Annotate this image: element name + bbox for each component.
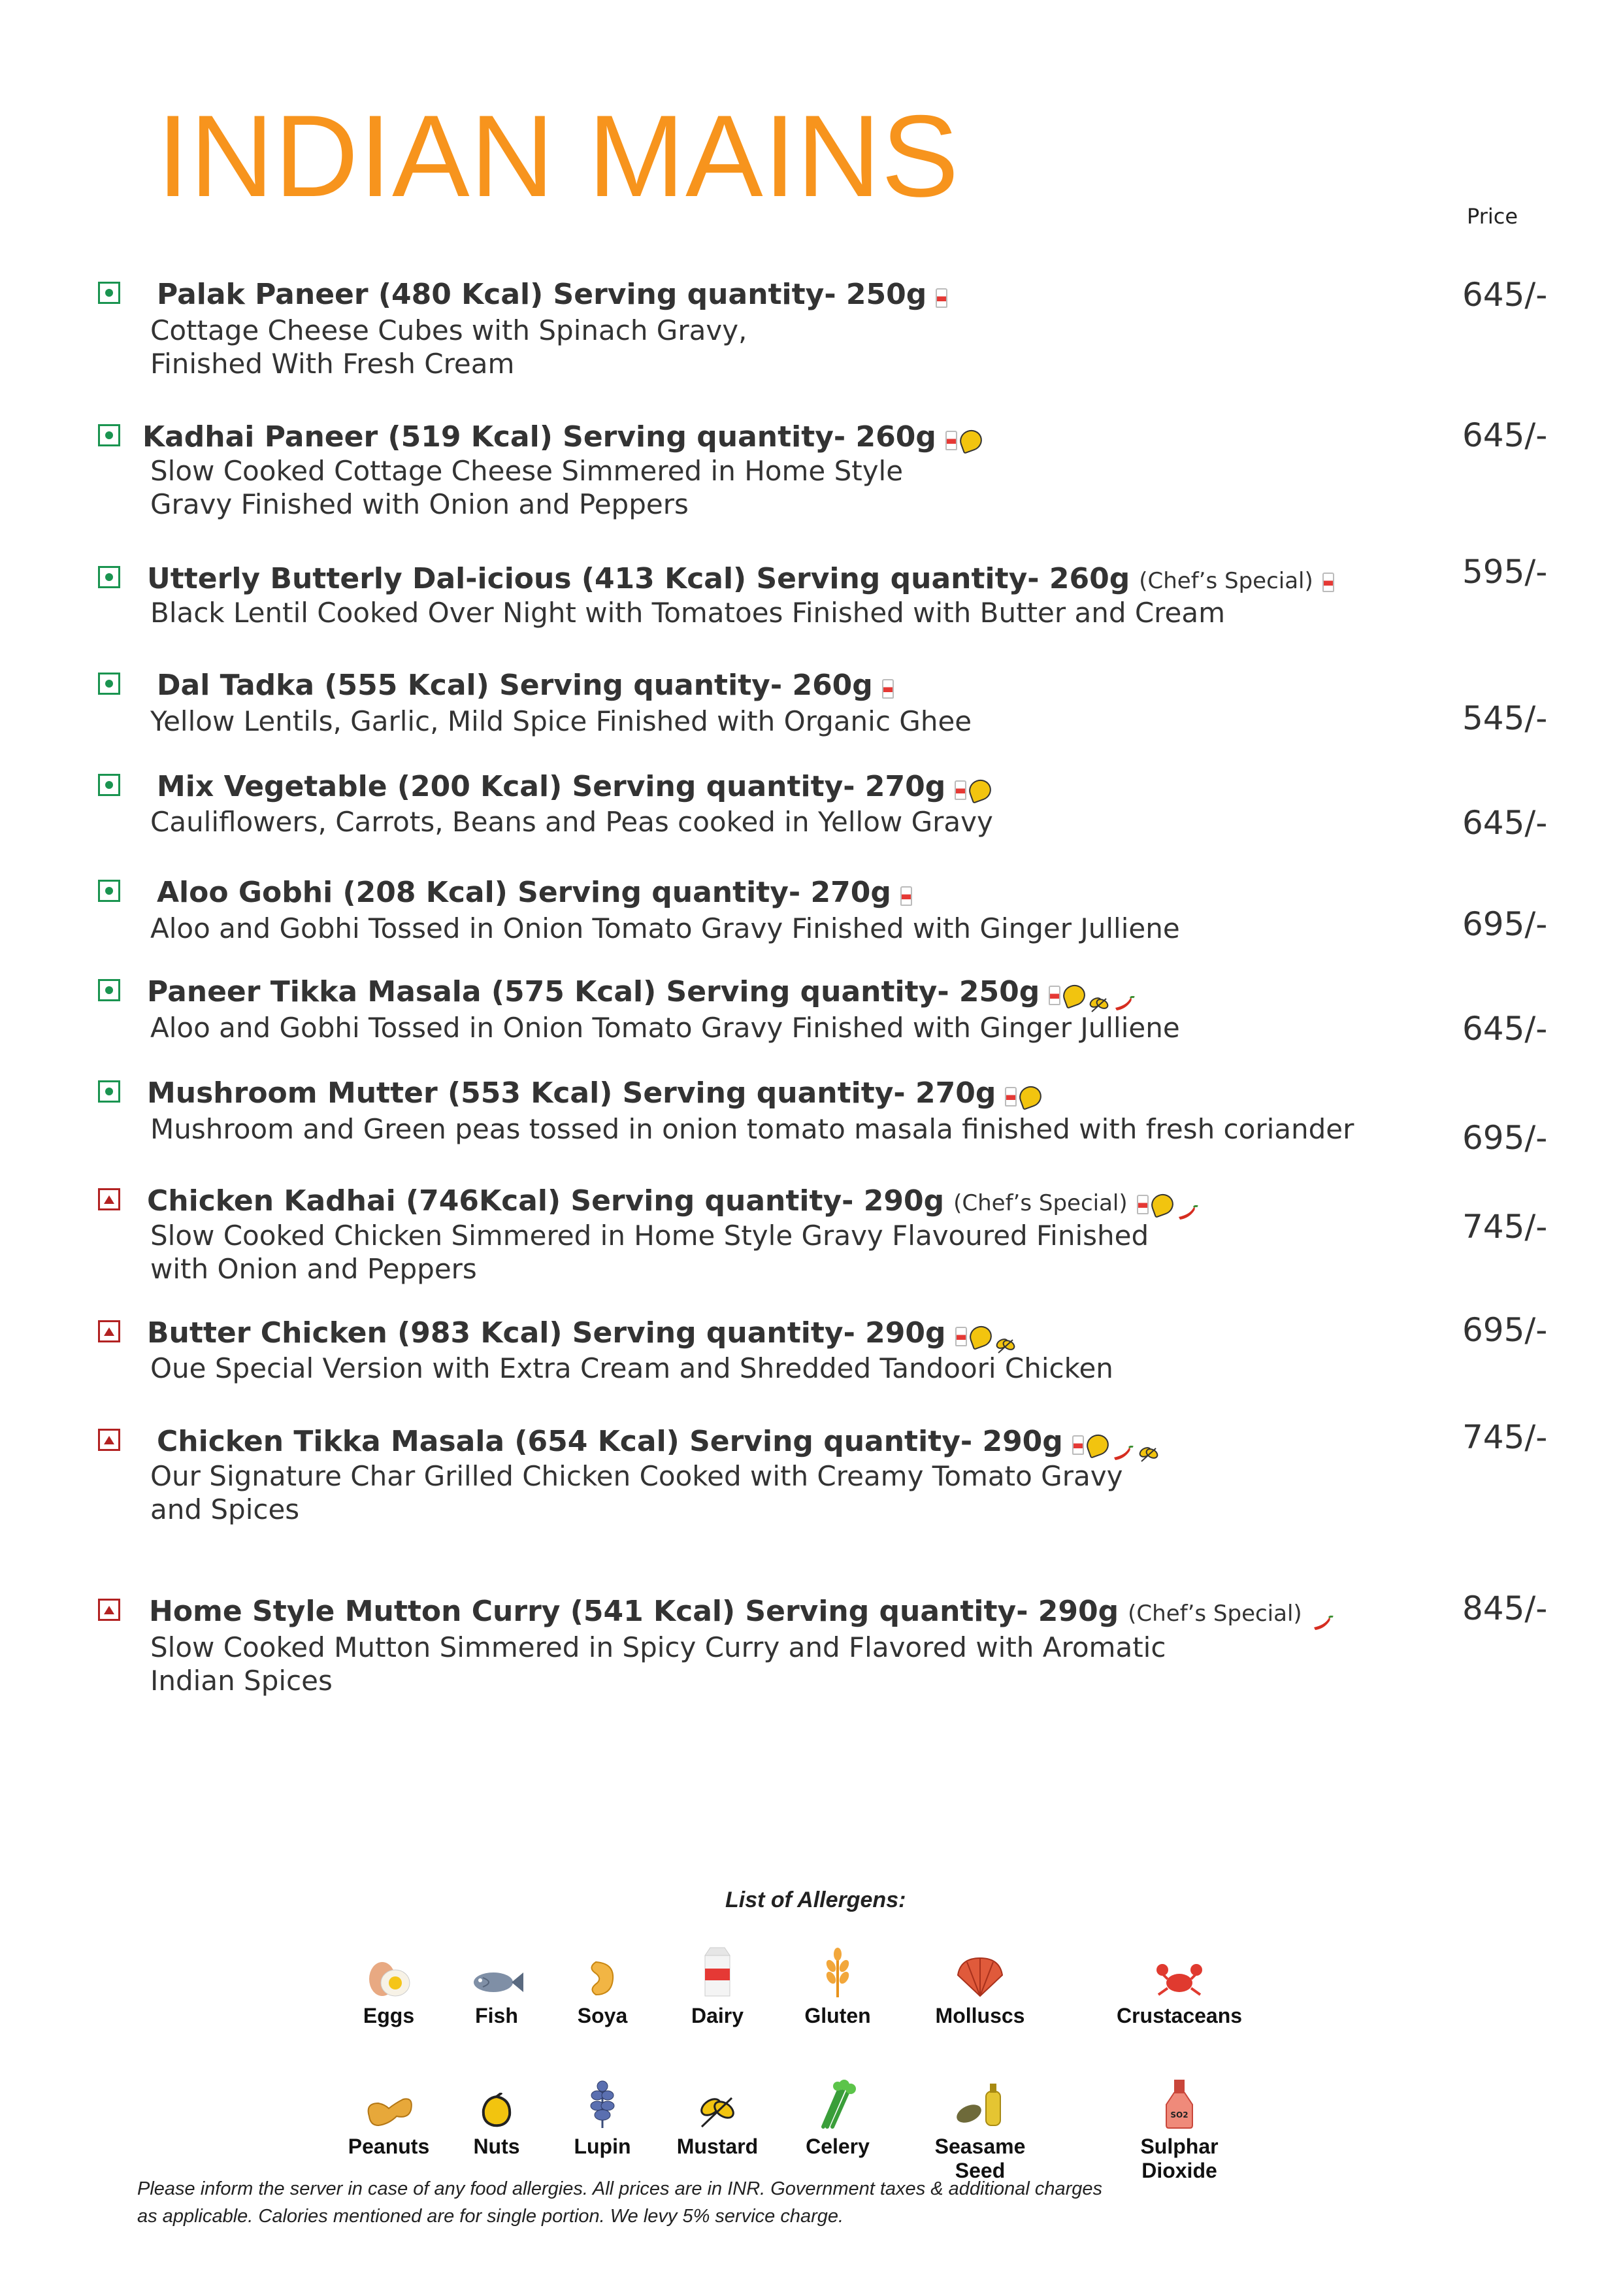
allergen-label: Lupin <box>574 2135 631 2158</box>
mustard-icon <box>1138 1437 1160 1454</box>
description-line: Finished With Fresh Cream <box>150 348 515 380</box>
soya-icon <box>537 1946 668 1999</box>
dairy-icon <box>955 1327 967 1346</box>
sesame-seed-icon <box>915 2077 1045 2129</box>
nuts-icon <box>966 1323 994 1350</box>
dairy-icon <box>1322 573 1334 592</box>
allergen-label: Dairy <box>691 2004 744 2027</box>
item-title: Kadhai Paneer (519 Kcal) Serving quantity- 260g <box>142 420 936 454</box>
item-allergen-icons <box>882 671 896 704</box>
item-title: Chicken Kadhai (746Kcal) Serving quantity- 290g <box>147 1184 945 1218</box>
footer-note <box>137 2175 1235 2230</box>
item-title: Utterly Butterly Dal-icious (413 Kcal) Serving quantity- 260g <box>147 562 1130 595</box>
item-title: Chicken Tikka Masala (654 Kcal) Serving quantity- 290g <box>157 1425 1063 1458</box>
dairy-icon <box>955 780 966 800</box>
item-name <box>157 770 994 805</box>
item-name <box>157 278 950 313</box>
description-line: Gravy Finished with Onion and Peppers <box>150 488 689 520</box>
description-line: Cauliflowers, Carrots, Beans and Peas cooked in Yellow Gravy <box>150 806 993 838</box>
molluscs-icon <box>915 1946 1045 1999</box>
item-description <box>150 314 747 380</box>
item-price: 745/- <box>1462 1208 1548 1246</box>
description-line: Aloo and Gobhi Tossed in Onion Tomato Gravy Finished with Ginger Julliene <box>150 912 1180 944</box>
veg-symbol-icon <box>98 424 120 446</box>
veg-symbol-icon <box>98 1080 120 1103</box>
symbol-dot <box>105 289 113 297</box>
allergen-legend-item <box>537 1946 668 2028</box>
symbol-dot <box>104 1327 114 1336</box>
allergen-legend-item <box>1114 1946 1245 2028</box>
allergen-label: Crustaceans <box>1116 2004 1243 2027</box>
description-line: Our Signature Char Grilled Chicken Cooked with Creamy Tomato Gravy <box>150 1460 1123 1492</box>
allergen-label: Seasame Seed <box>934 2135 1026 2182</box>
item-name <box>147 1076 1044 1112</box>
description-line: Slow Cooked Chicken Simmered in Home Style Gravy Flavoured Finished <box>150 1220 1149 1252</box>
item-price: 545/- <box>1462 699 1548 737</box>
nuts-icon <box>1017 1083 1045 1110</box>
non-veg-symbol-icon <box>98 1599 120 1621</box>
crustaceans-icon <box>1114 1946 1245 1999</box>
description-line: Slow Cooked Cottage Cheese Simmered in Home Style <box>150 455 904 487</box>
item-name <box>147 975 1139 1010</box>
svg-text:SO2: SO2 <box>1170 2110 1189 2120</box>
item-allergen-icons <box>936 280 950 313</box>
item-allergen-icons <box>1322 564 1337 597</box>
item-allergen-icons <box>955 772 994 805</box>
allergen-legend-item <box>537 2077 668 2159</box>
allergen-label: Soya <box>577 2004 628 2027</box>
item-name <box>147 1316 1019 1352</box>
symbol-dot <box>104 1436 114 1444</box>
allergen-label: Sulphar Dioxide <box>1140 2135 1219 2182</box>
symbol-dot <box>105 680 113 688</box>
item-description <box>150 805 993 839</box>
veg-symbol-icon <box>98 880 120 902</box>
veg-symbol-icon <box>98 566 120 588</box>
nuts-icon <box>957 427 985 454</box>
dairy-icon <box>1072 1435 1084 1455</box>
description-line: Slow Cooked Mutton Simmered in Spicy Curry and Flavored with Aromatic <box>150 1631 1166 1663</box>
description-line: Cottage Cheese Cubes with Spinach Gravy, <box>150 314 747 346</box>
sulphur-dioxide-icon <box>1114 2077 1245 2129</box>
item-name <box>149 1595 1337 1630</box>
dairy-icon <box>900 886 912 906</box>
description-line: Black Lentil Cooked Over Night with Tomatoes Finished with Butter and Cream <box>150 597 1225 629</box>
item-price: 595/- <box>1462 553 1548 591</box>
item-name <box>147 1184 1202 1220</box>
symbol-dot <box>105 986 113 994</box>
item-title: Paneer Tikka Masala (575 Kcal) Serving quantity- 250g <box>147 975 1040 1008</box>
item-allergen-icons <box>1311 1597 1337 1630</box>
item-allergen-icons <box>1072 1427 1162 1460</box>
item-description <box>150 1219 1149 1286</box>
veg-symbol-icon <box>98 979 120 1001</box>
allergen-legend-item <box>915 2077 1045 2183</box>
mustard-icon <box>652 2077 783 2129</box>
item-description <box>150 596 1225 629</box>
nuts-icon <box>1148 1191 1176 1218</box>
allergen-legend-item <box>652 2077 783 2159</box>
item-price: 845/- <box>1462 1589 1548 1627</box>
item-price: 645/- <box>1462 276 1548 314</box>
non-veg-symbol-icon <box>98 1429 120 1451</box>
item-name <box>147 562 1337 597</box>
gluten-icon <box>772 1946 903 1999</box>
item-allergen-icons <box>1005 1078 1044 1112</box>
item-price: 645/- <box>1462 1010 1548 1048</box>
allergen-legend-item <box>652 1946 783 2028</box>
item-name <box>157 669 896 704</box>
item-title: Palak Paneer (480 Kcal) Serving quantity- 250g <box>157 278 927 311</box>
allergen-label: Mustard <box>676 2135 759 2158</box>
item-allergen-icons <box>945 422 985 456</box>
allergen-legend-item <box>1114 2077 1245 2183</box>
footer-line-1: Please inform the server in case of any food allergies. All prices are in INR. Government taxes & additional charges <box>137 2178 1103 2199</box>
item-name <box>157 876 915 911</box>
dairy-icon <box>1005 1087 1017 1106</box>
dairy-icon <box>652 1946 783 1999</box>
symbol-dot <box>105 781 113 789</box>
item-price: 645/- <box>1462 804 1548 842</box>
symbol-dot <box>105 887 113 895</box>
allergen-legend-item <box>915 1946 1045 2028</box>
dairy-icon <box>936 288 947 308</box>
dairy-icon <box>1049 986 1060 1005</box>
chili-icon <box>1176 1196 1200 1213</box>
item-title: Mushroom Mutter (553 Kcal) Serving quantity- 270g <box>147 1076 996 1110</box>
allergen-label: Gluten <box>804 2004 871 2027</box>
symbol-dot <box>104 1195 114 1204</box>
veg-symbol-icon <box>98 673 120 695</box>
item-description <box>150 912 1180 945</box>
non-veg-symbol-icon <box>98 1320 120 1342</box>
allergen-label: Fish <box>475 2004 518 2027</box>
description-line: and Spices <box>150 1493 300 1525</box>
item-title: Dal Tadka (555 Kcal) Serving quantity- 260g <box>157 669 873 702</box>
allergen-label: Molluscs <box>935 2004 1025 2027</box>
footer-line-2: as applicable. Calories mentioned are for single portion. We levy 5% service charge. <box>137 2206 844 2227</box>
item-price: 695/- <box>1462 1119 1548 1157</box>
dairy-icon <box>1137 1195 1149 1214</box>
celery-icon <box>772 2077 903 2129</box>
description-line: Yellow Lentils, Garlic, Mild Spice Finished with Organic Ghee <box>150 705 972 737</box>
symbol-dot <box>105 573 113 581</box>
item-title: Aloo Gobhi (208 Kcal) Serving quantity- 270g <box>157 876 891 909</box>
item-name <box>142 420 985 456</box>
nuts-icon <box>1083 1431 1111 1459</box>
item-description <box>150 1352 1113 1385</box>
chefs-special-tag: (Chef’s Special) <box>1139 568 1313 594</box>
chili-icon <box>1111 1437 1135 1454</box>
lupin-icon <box>537 2077 668 2129</box>
symbol-dot <box>104 1606 114 1614</box>
allergen-legend-item <box>772 1946 903 2028</box>
item-allergen-icons <box>900 878 915 911</box>
allergen-label: Nuts <box>473 2135 520 2158</box>
allergen-label: Celery <box>806 2135 870 2158</box>
description-line: Aloo and Gobhi Tossed in Onion Tomato Gravy Finished with Ginger Julliene <box>150 1012 1180 1044</box>
symbol-dot <box>105 431 113 439</box>
mustard-icon <box>1088 987 1110 1004</box>
item-title: Home Style Mutton Curry (541 Kcal) Serving quantity- 290g <box>149 1595 1119 1628</box>
veg-symbol-icon <box>98 774 120 796</box>
item-allergen-icons <box>1137 1186 1202 1220</box>
item-description <box>150 1459 1123 1526</box>
chili-icon <box>1311 1606 1335 1623</box>
veg-symbol-icon <box>98 282 120 304</box>
item-description <box>150 1112 1354 1146</box>
nuts-icon <box>966 776 994 804</box>
allergen-legend-item <box>772 2077 903 2159</box>
allergen-list-title: List of Allergens: <box>725 1888 906 1912</box>
allergen-label: Peanuts <box>348 2135 430 2158</box>
item-price: 695/- <box>1462 905 1548 943</box>
description-line: with Onion and Peppers <box>150 1253 477 1285</box>
item-title: Mix Vegetable (200 Kcal) Serving quantity- 270g <box>157 770 946 803</box>
item-allergen-icons <box>1049 977 1139 1010</box>
item-description <box>150 1011 1180 1044</box>
item-description <box>150 705 972 738</box>
item-description <box>150 1631 1166 1697</box>
description-line: Mushroom and Green peas tossed in onion tomato masala finished with fresh coriander <box>150 1113 1354 1145</box>
non-veg-symbol-icon <box>98 1188 120 1210</box>
item-price: 645/- <box>1462 416 1548 454</box>
nuts-icon <box>1060 982 1089 1009</box>
item-price: 695/- <box>1462 1311 1548 1349</box>
page-title: INDIAN MAINS <box>157 91 960 221</box>
price-column-header: Price <box>1467 204 1518 229</box>
dairy-icon <box>882 679 894 699</box>
item-allergen-icons <box>955 1318 1019 1352</box>
chili-icon <box>1113 987 1136 1004</box>
chefs-special-tag: (Chef’s Special) <box>1128 1601 1302 1627</box>
mustard-icon <box>994 1328 1017 1345</box>
dairy-icon <box>945 431 957 450</box>
allergen-label: Eggs <box>363 2004 415 2027</box>
item-title: Butter Chicken (983 Kcal) Serving quantity- 290g <box>147 1316 946 1350</box>
description-line: Indian Spices <box>150 1665 333 1697</box>
item-price: 745/- <box>1462 1418 1548 1456</box>
item-name <box>157 1425 1162 1460</box>
description-line: Oue Special Version with Extra Cream and Shredded Tandoori Chicken <box>150 1352 1113 1384</box>
chefs-special-tag: (Chef’s Special) <box>953 1190 1128 1216</box>
symbol-dot <box>105 1088 113 1095</box>
item-description <box>150 454 903 521</box>
